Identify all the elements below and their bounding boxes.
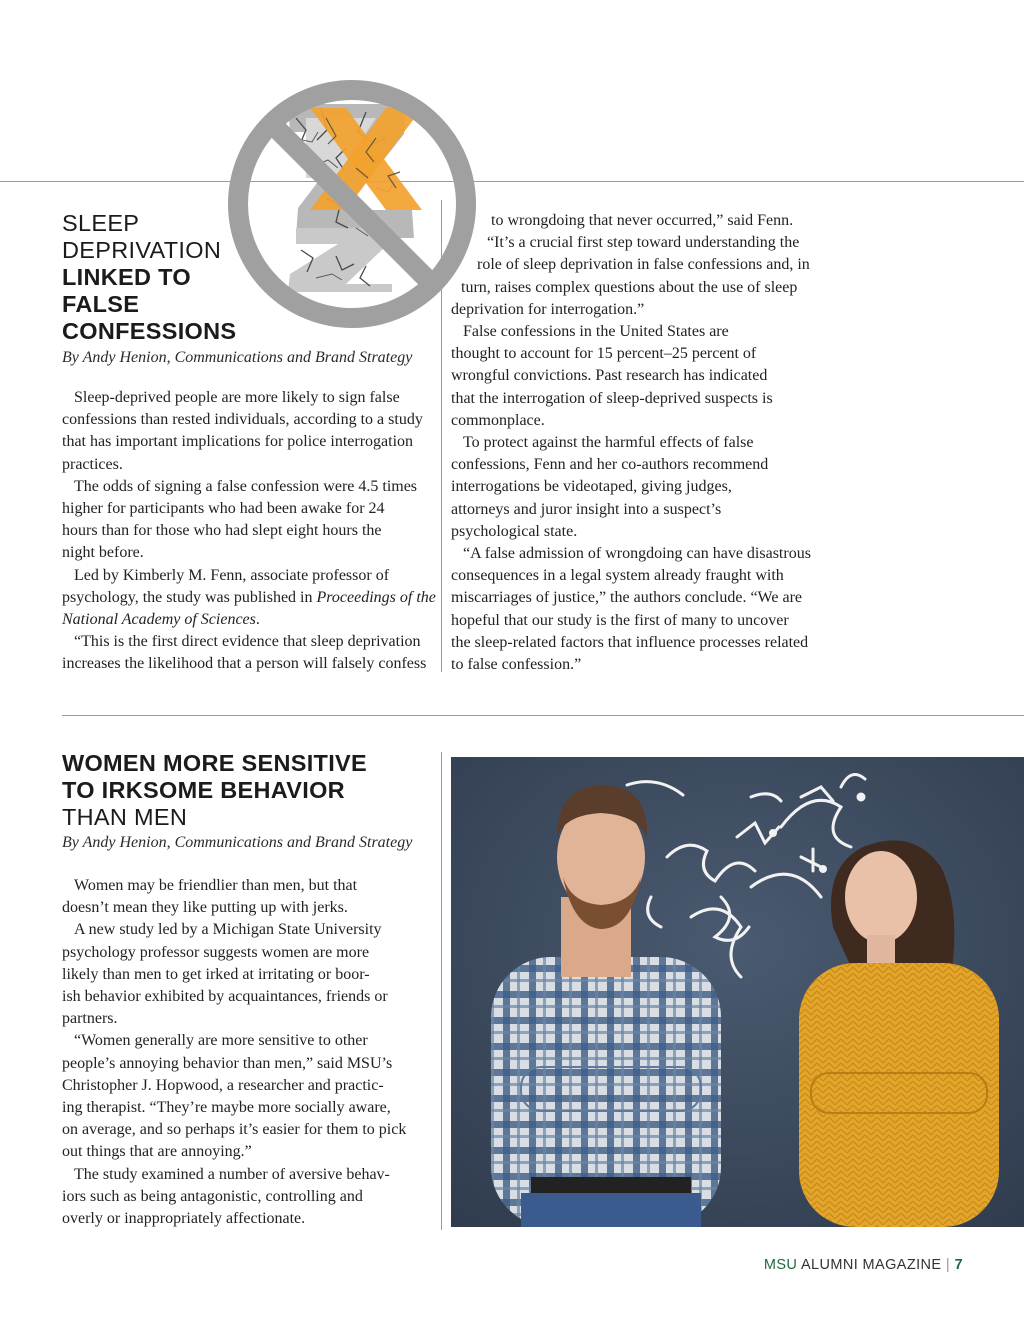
couple-photo (451, 757, 1024, 1227)
body-line: commonplace. (451, 411, 545, 429)
body-text: . (255, 611, 260, 629)
body-line: False confessions in the United States are (463, 323, 729, 341)
body-line: To protect against the harmful effects of false (463, 434, 754, 452)
article1-column-1 (62, 387, 436, 676)
body-line: increases the likelihood that a person will falsely confess (62, 655, 427, 673)
body-line: to wrongdoing that never occurred,” said Fenn. (491, 212, 794, 229)
body-line: Sleep-deprived people are more likely to sign false (74, 389, 400, 406)
body-line (62, 609, 436, 631)
article2-headline-line: THAN MEN (62, 804, 188, 830)
body-line: consequences in a legal system already fraught with (451, 567, 784, 585)
body-line: deprivation for interrogation.” (451, 300, 645, 318)
body-line: ing therapist. “They’re maybe more socially aware, (62, 1099, 391, 1117)
body-line: confessions, Fenn and her co-authors recommend (451, 456, 769, 474)
journal-title: National Academy of Sciences (62, 611, 256, 629)
body-line: out things that are annoying.” (62, 1143, 252, 1161)
footer-brand: MSU (763, 1257, 798, 1273)
article1-headline-line: LINKED TO (62, 264, 191, 290)
page-footer (764, 1257, 963, 1273)
article1-column-2 (451, 210, 811, 676)
body-line: likely than men to get irked at irritating or boor- (62, 965, 370, 983)
body-line: miscarriages of justice,” the authors conclude. “We are (451, 589, 802, 607)
body-line: the sleep-related factors that influence processes related (451, 633, 809, 651)
body-line: ish behavior exhibited by acquaintances, friends or (62, 988, 388, 1006)
article1-headline-line: FALSE (62, 291, 140, 317)
article2-headline (62, 750, 367, 831)
body-line: that has important implications for police interrogation (62, 433, 414, 451)
no-sleep-zz-icon (226, 78, 478, 330)
body-line: attorneys and juror insight into a suspect’s (451, 500, 722, 518)
body-line (62, 587, 436, 609)
page-number: 7 (954, 1257, 963, 1273)
article1-byline: By Andy Henion, Communications and Brand Strategy (62, 349, 413, 366)
section-rule (62, 715, 1024, 716)
column-rule-2 (441, 752, 442, 1230)
article1-headline (62, 210, 236, 345)
article1-headline-line: DEPRIVATION (62, 237, 222, 263)
body-line: psychological state. (451, 522, 578, 540)
body-line: on average, and so perhaps it’s easier for them to pick (62, 1121, 407, 1139)
body-line: A new study led by a Michigan State University (74, 921, 382, 939)
article2-headline-line: TO IRKSOME BEHAVIOR (62, 777, 345, 803)
body-line: wrongful convictions. Past research has indicated (451, 367, 768, 385)
body-line: “This is the first direct evidence that sleep deprivation (74, 633, 421, 651)
body-line: “It’s a crucial first step toward understanding the (487, 234, 800, 252)
body-line: overly or inappropriately affectionate. (62, 1210, 306, 1228)
body-line: interrogations be videotaped, giving judges, (451, 478, 732, 496)
footer-magazine: ALUMNI MAGAZINE (800, 1257, 942, 1273)
body-line: “Women generally are more sensitive to other (74, 1032, 368, 1050)
article2-headline-line: WOMEN MORE SENSITIVE (62, 750, 367, 776)
body-text: psychology, the study was published in (62, 588, 317, 606)
body-line: Christopher J. Hopwood, a researcher and practic- (62, 1076, 384, 1094)
body-line: turn, raises complex questions about the use of sleep (461, 278, 798, 296)
top-rule (0, 181, 1024, 182)
article1-headline-line: CONFESSIONS (62, 318, 237, 344)
body-line: Led by Kimberly M. Fenn, associate professor of (74, 566, 390, 584)
body-line: role of sleep deprivation in false confessions and, in (477, 256, 810, 274)
body-line: doesn’t mean they like putting up with jerks. (62, 899, 348, 917)
body-line: night before. (62, 544, 144, 562)
article2-column (62, 875, 406, 1230)
body-line: hopeful that our study is the first of many to uncover (451, 611, 789, 629)
body-line: higher for participants who had been awake for 24 (62, 500, 385, 518)
journal-title: Proceedings of the (316, 588, 436, 606)
body-line: practices. (62, 455, 123, 473)
body-line: hours than for those who had slept eight hours the (62, 522, 382, 540)
body-line: psychology professor suggests women are more (62, 943, 370, 961)
body-line: “A false admission of wrongdoing can have disastrous (463, 545, 811, 563)
body-line: people’s annoying behavior than men,” said MSU’s (62, 1054, 393, 1072)
body-line: partners. (62, 1010, 118, 1028)
body-line: The odds of signing a false confession were 4.5 times (74, 477, 418, 495)
footer-separator: | (945, 1257, 951, 1273)
body-line: The study examined a number of aversive behav- (74, 1165, 390, 1183)
article2-byline: By Andy Henion, Communications and Brand Strategy (62, 834, 413, 851)
body-line: iors such as being antagonistic, controlling and (62, 1187, 363, 1205)
body-line: that the interrogation of sleep-deprived suspects is (451, 389, 773, 407)
body-line: Women may be friendlier than men, but that (74, 877, 358, 894)
body-line: confessions than rested individuals, according to a study (62, 411, 423, 429)
body-line: to false confession.” (451, 656, 582, 674)
body-line: thought to account for 15 percent–25 percent of (451, 345, 757, 363)
article1-headline-line: SLEEP (62, 210, 140, 236)
